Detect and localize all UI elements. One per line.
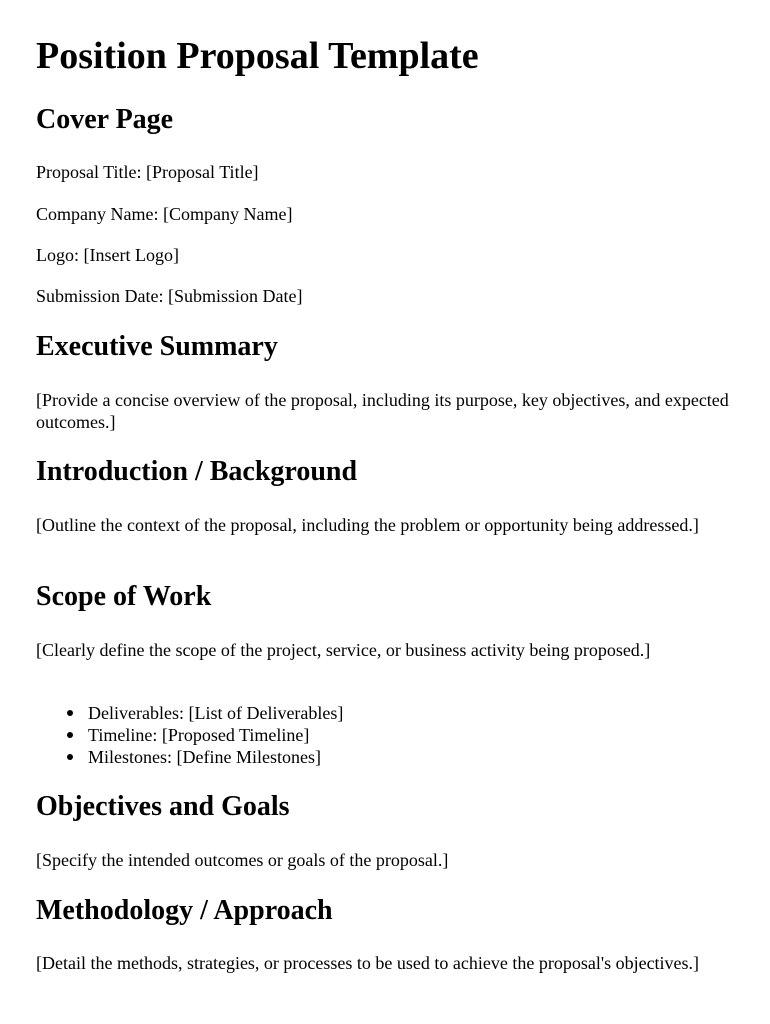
- introduction-heading: Introduction / Background: [36, 456, 358, 487]
- proposal-title-field: Proposal Title: [Proposal Title]: [36, 162, 259, 182]
- cover-page-heading: Cover Page: [36, 104, 174, 135]
- objectives-text: [Specify the intended outcomes or goals of the proposal.]: [36, 850, 449, 870]
- executive-summary-text: [Provide a concise overview of the proposal, including its purpose, key objectives, and expected outcomes.]: [36, 390, 729, 432]
- executive-summary-heading: Executive Summary: [36, 331, 278, 362]
- methodology-text: [Detail the methods, strategies, or processes to be used to achieve the proposal's objectives.]: [36, 953, 700, 973]
- logo-field: Logo: [Insert Logo]: [36, 245, 179, 265]
- submission-date-field: Submission Date: [Submission Date]: [36, 286, 303, 306]
- list-item-deliverables: Deliverables: [List of Deliverables]: [88, 703, 344, 723]
- scope-of-work-text: [Clearly define the scope of the project, service, or business activity being proposed.]: [36, 640, 651, 660]
- list-item-milestones: Milestones: [Define Milestones]: [88, 746, 343, 768]
- methodology-heading: Methodology / Approach: [36, 895, 333, 926]
- company-name-field: Company Name: [Company Name]: [36, 204, 293, 224]
- scope-of-work-heading: Scope of Work: [36, 581, 212, 612]
- list-item-timeline: Timeline: [Proposed Timeline]: [88, 724, 343, 746]
- document-title: Position Proposal Template: [36, 35, 479, 77]
- introduction-text: [Outline the context of the proposal, including the problem or opportunity being addressed.]: [36, 515, 699, 535]
- objectives-heading: Objectives and Goals: [36, 791, 290, 822]
- scope-list: [36, 702, 343, 768]
